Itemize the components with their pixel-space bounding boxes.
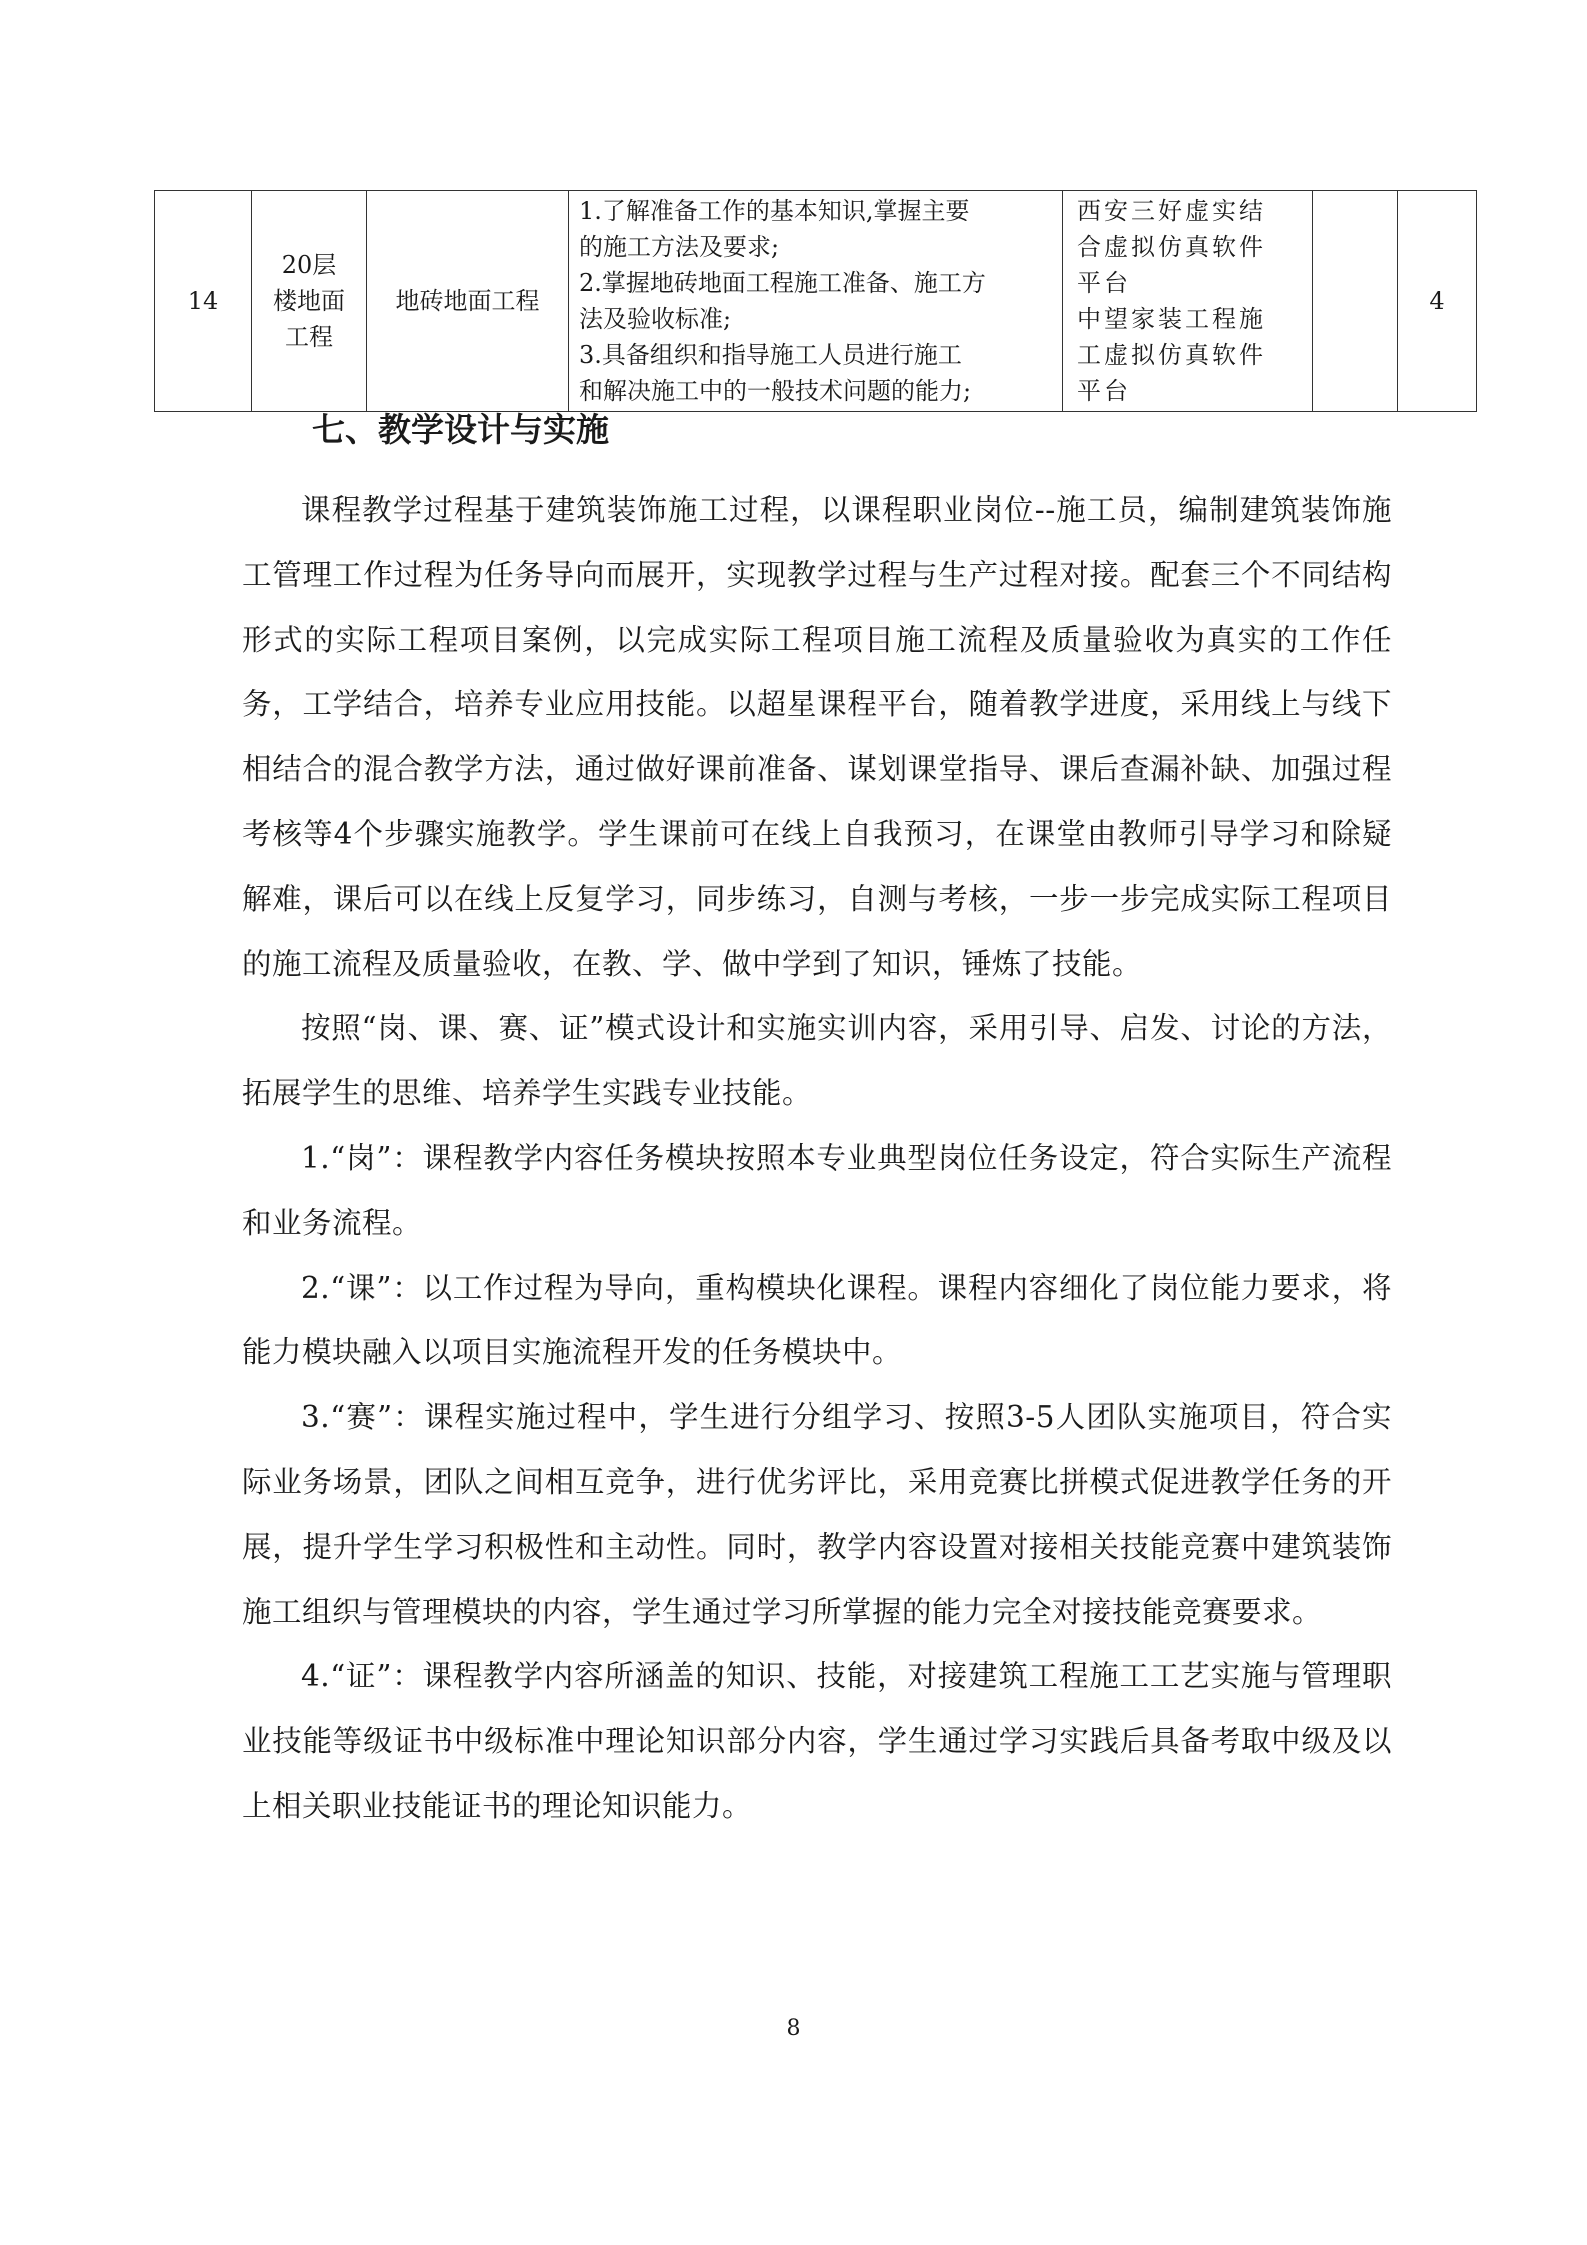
- page-number: 8: [786, 2016, 801, 2041]
- paragraph: 2.“课”：以工作过程为导向，重构模块化课程。课程内容细化了岗位能力要求，将能力模块融入以项目实施流程开发的任务模块中。: [242, 1270, 1392, 1370]
- resource-line: 平台: [1077, 377, 1131, 405]
- blank-cell: [1313, 191, 1398, 412]
- paragraph: 1.“岗”：课程教学内容任务模块按照本专业典型岗位任务设定，符合实际生产流程和业务流程。: [242, 1140, 1392, 1240]
- resource-line: 中望家装工程施: [1077, 305, 1266, 333]
- project-cell: [252, 191, 367, 412]
- resource-line: 合虚拟仿真软件: [1077, 233, 1266, 261]
- resource-line: 平台: [1077, 269, 1131, 297]
- goal-line: 2.掌握地砖地面工程施工准备、施工方: [579, 269, 986, 297]
- project-line: 20层: [281, 251, 337, 279]
- task-cell: 地砖地面工程: [367, 191, 569, 412]
- resource-line: 工虚拟仿真软件: [1077, 341, 1266, 369]
- goal-line: 3.具备组织和指导施工人员进行施工: [579, 341, 962, 369]
- project-line: 工程: [285, 323, 333, 351]
- goal-line: 1.了解准备工作的基本知识,掌握主要: [579, 197, 970, 225]
- paragraph: 按照“岗、课、赛、证”模式设计和实施实训内容，采用引导、启发、讨论的方法，拓展学生的思维、培养学生实践专业技能。: [242, 1011, 1392, 1111]
- hours-cell: 4: [1398, 191, 1477, 412]
- paragraph: 4.“证”：课程教学内容所涵盖的知识、技能，对接建筑工程施工工艺实施与管理职业技能等级证书中级标准中理论知识部分内容，学生通过学习实践后具备考取中级及以上相关职业技能证书的理论知识能力。: [242, 1659, 1392, 1823]
- resources-cell: [1063, 191, 1313, 412]
- paragraph: 课程教学过程基于建筑装饰施工过程，以课程职业岗位--施工员，编制建筑装饰施工管理工作过程为任务导向而展开，实现教学过程与生产过程对接。配套三个不同结构形式的实际工程项目案例，以完成实际工程项目施工流程及质量验收为真实的工作任务，工学结合，培养专业应用技能。以超星课程平台，随着教学进度，采用线上与线下相结合的混合教学方法，通过做好课前准备、谋划课堂指导、课后查漏补缺、加强过程考核等4个步骤实施教学。学生课前可在线上自我预习，在课堂由教师引导学习和除疑解难，课后可以在线上反复学习，同步练习，自测与考核，一步一步完成实际工程项目的施工流程及质量验收，在教、学、做中学到了知识，锤炼了技能。: [242, 493, 1392, 981]
- resource-line: 西安三好虚实结: [1077, 197, 1266, 225]
- table-row: [155, 191, 1477, 412]
- goals-cell: [569, 191, 1063, 412]
- row-number-cell: 14: [155, 191, 252, 412]
- course-table: [154, 190, 1477, 412]
- goal-line: 法及验收标准;: [579, 305, 732, 333]
- body-text: [242, 478, 1392, 1839]
- paragraph: 3.“赛”：课程实施过程中，学生进行分组学习、按照3-5人团队实施项目，符合实际业务场景，团队之间相互竞争，进行优劣评比，采用竞赛比拼模式促进教学任务的开展，提升学生学习积极性和主动性。同时，教学内容设置对接相关技能竞赛中建筑装饰施工组织与管理模块的内容，学生通过学习所掌握的能力完全对接技能竞赛要求。: [242, 1400, 1392, 1629]
- section-title: 七、教学设计与实施: [312, 410, 609, 449]
- project-line: 楼地面: [273, 287, 345, 315]
- goal-line: 和解决施工中的一般技术问题的能力;: [579, 377, 972, 405]
- goal-line: 的施工方法及要求;: [579, 233, 780, 261]
